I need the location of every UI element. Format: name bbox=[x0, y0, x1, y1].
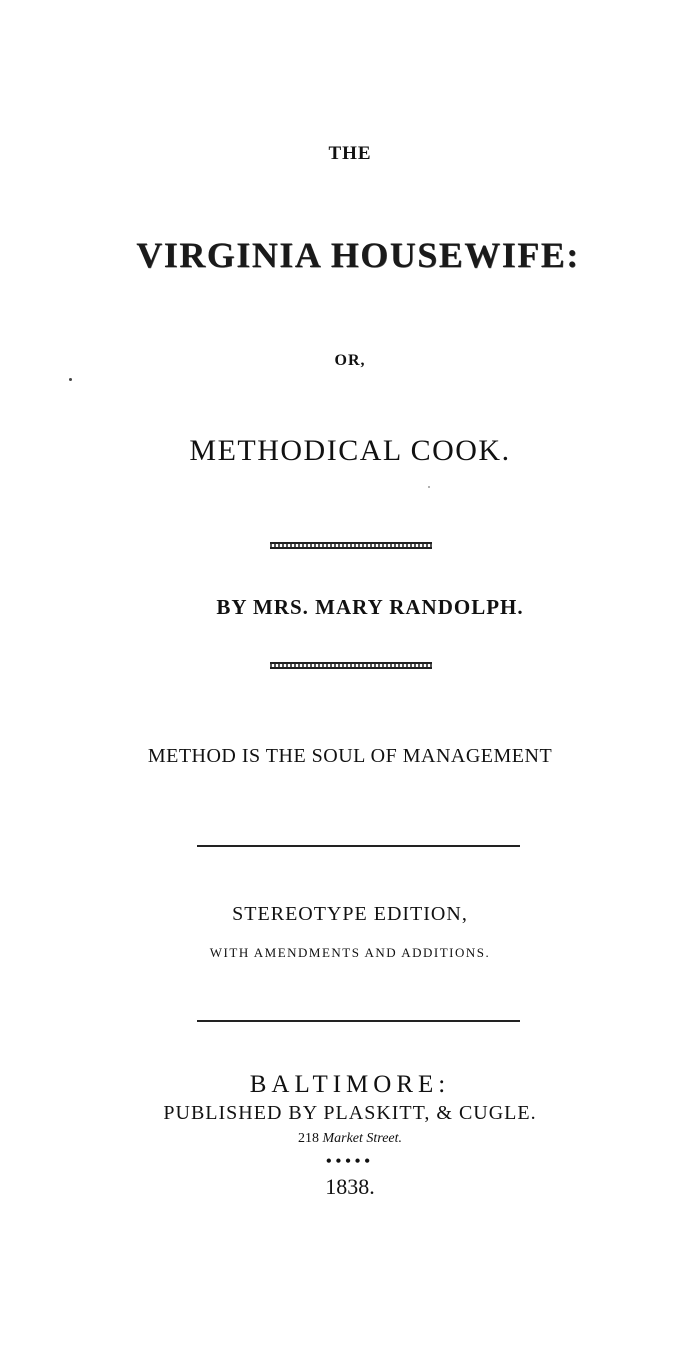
ornamental-dots: ••••• bbox=[325, 1153, 374, 1170]
author-line: BY MRS. MARY RANDOLPH. bbox=[216, 595, 524, 619]
publisher-line: PUBLISHED BY PLASKITT, & CUGLE. bbox=[163, 1102, 537, 1124]
publication-year: 1838. bbox=[325, 1174, 375, 1199]
address-street: Market Street. bbox=[322, 1131, 403, 1146]
divider-rule-lower bbox=[197, 1020, 520, 1022]
address-number: 218 bbox=[297, 1131, 319, 1146]
ornamental-rule-top bbox=[270, 542, 432, 549]
publication-place: BALTIMORE: bbox=[249, 1071, 451, 1098]
motto: METHOD IS THE SOUL OF MANAGEMENT bbox=[147, 745, 553, 767]
ornamental-rule-bottom bbox=[270, 662, 432, 669]
paper-speck bbox=[428, 486, 430, 488]
title-article: THE bbox=[328, 143, 372, 164]
edition-line: STEREOTYPE EDITION, bbox=[232, 903, 468, 925]
sub-title: METHODICAL COOK. bbox=[189, 434, 511, 467]
title-conjunction: OR, bbox=[334, 352, 366, 369]
main-title: VIRGINIA HOUSEWIFE: bbox=[136, 235, 580, 275]
edition-note: WITH AMENDMENTS AND ADDITIONS. bbox=[209, 945, 491, 960]
paper-speck bbox=[69, 378, 72, 381]
publisher-address bbox=[0, 1131, 700, 1147]
divider-rule-upper bbox=[197, 845, 520, 847]
